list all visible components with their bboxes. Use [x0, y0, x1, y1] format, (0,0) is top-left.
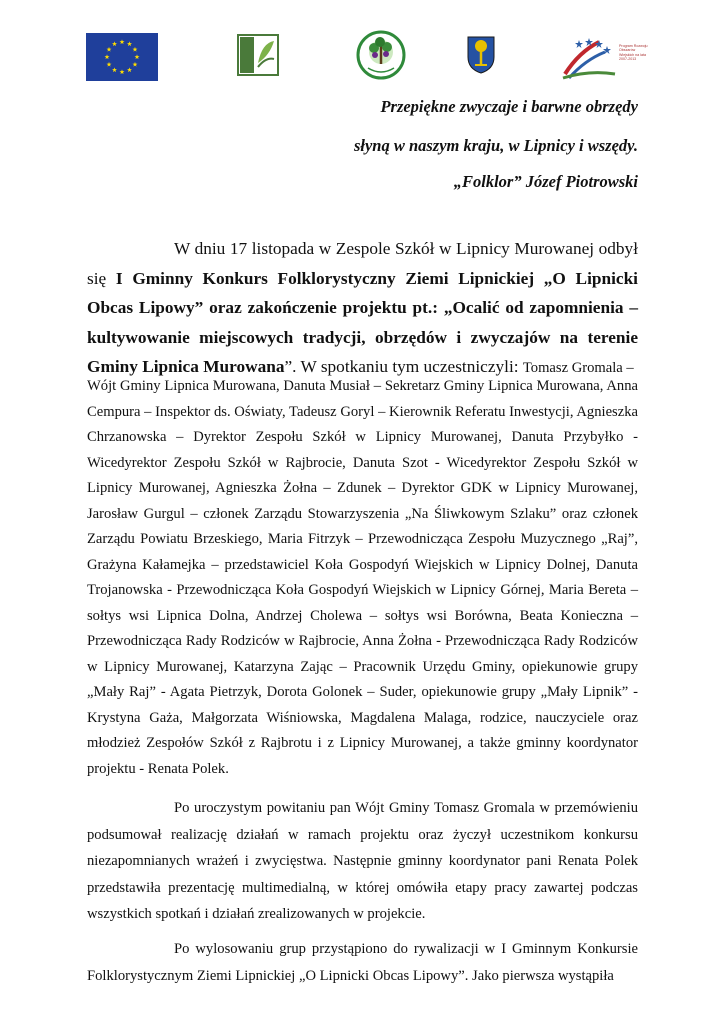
prow-logo: [559, 34, 648, 82]
intro-paragraph: [87, 234, 638, 384]
motto-line-2: słyną w naszym kraju, w Lipnicy i wszędy.: [353, 136, 638, 155]
paragraph-competition: Po wylosowaniu grup przystąpiono do rywalizacji w I Gminnym Konkursie Folklorystycznym Ziemi Lipnickiej „O Lipnicki Obcas Lipowy”. Jako pierwsza wystąpiła: [87, 941, 638, 984]
first-participant: Tomasz Gromala –: [522, 360, 634, 376]
participants-list: Wójt Gminy Lipnica Murowana, Danuta Musiał – Sekretarz Gminy Lipnica Murowana, Anna Cempura – Inspektor ds. Oświaty, Tadeusz Goryl – Kierownik Referatu Inwestycji, Agnieszka Chrzanowska – Dyrektor Zespołu Szkół w Lipnicy Murowanej, Danuta Przybyłko - Wicedyrektor Zespołu Szkół w Rajbrocie, Danuta Szot - Wicedyrektor Zespołu Szkół w Lipnicy Murowanej, Agnieszka Żołna – Zdunek – Dyrektor GDK w Lipnicy Murowanej, Jarosław Gurgul – członek Zarządu Stowarzyszenia „Na Śliwkowym Szlaku” oraz członek Zarządu Powiatu Brzeskiego, Maria Fitrzyk – Przewodnicząca Zespołu Muzycznego „Raj”, Grażyna Kałamejka – przedstawiciel Koła Gospodyń Wiejskich w Lipnicy Dolnej, Danuta Trojanowska - Przewodnicząca Koła Gospodyń Wiejskich w Lipnicy Górnej, Maria Bereta – sołtys wsi Lipnica Dolna, Andrzej Cholewa – sołtys wsi Borówna, Beata Konieczna – Przewodnicząca Rady Rodziców w Rajbrocie, Anna Żołna - Przewodnicząca Rady Rodziców w Lipnicy Murowanej, Katarzyna Zając – Pracownik Urzędu Gminy, opiekunowie grupy „Mały Raj” - Agata Pietrzyk, Dorota Golonek – Suder, opiekunowie grupy „Mały Lipnik” - Krystyna Gaża, Małgorzata Wiśniowska, Magdalena Malaga, rodzice, nauczyciele oraz młodzież Zespołów Szkół z Rajbrotu i z Lipnicy Murowanej, a także gminny koordynator projektu - Renata Polek.: [87, 378, 638, 777]
intro-lead: W dniu 17 listopada w Zespole Szkół w Lipnicy Murowanej odbył się: [87, 239, 638, 288]
coat-of-arms-icon: [466, 35, 496, 75]
sliwkowy-szlak-logo-icon: [356, 30, 406, 82]
logo-bar: [0, 30, 725, 86]
prow-emblem-icon: [559, 34, 619, 82]
motto-line-1: Przepiękne zwyczaje i barwne obrzędy: [380, 97, 638, 116]
eu-flag-icon: [86, 33, 158, 81]
leader-logo-icon: [236, 33, 280, 77]
intro-after-title: ”. W spotkaniu tym uczestniczyli:: [284, 357, 523, 376]
prow-logo-text: Program Rozwoju Obszarów Wiejskich na lata 2007-2013: [619, 44, 648, 61]
event-title: I Gminny Konkurs Folklorystyczny Ziemi Lipnickiej „O Lipnicki Obcas Lipowy” oraz zakończenie projektu pt.: „Ocalić od zapomnienia – kultywowanie miejscowych tradycji, obrzędów i zwyczajów na terenie Gminy Lipnica Murowana: [87, 268, 638, 376]
motto-attribution: „Folklor” Józef Piotrowski: [453, 172, 638, 191]
paragraph-welcome: Po uroczystym powitaniu pan Wójt Gminy Tomasz Gromala w przemówieniu podsumował realizację działań w ramach projektu oraz życzył uczestnikom konkursu niezapomnianych wrażeń i zwycięstwa. Następnie gminny koordynator pani Renata Polek przedstawiła prezentację multimedialną, w której omówiła etapy pracy zawartej podczas wszystkich spotkań i działań zrealizowanych w projekcie.: [87, 800, 638, 922]
